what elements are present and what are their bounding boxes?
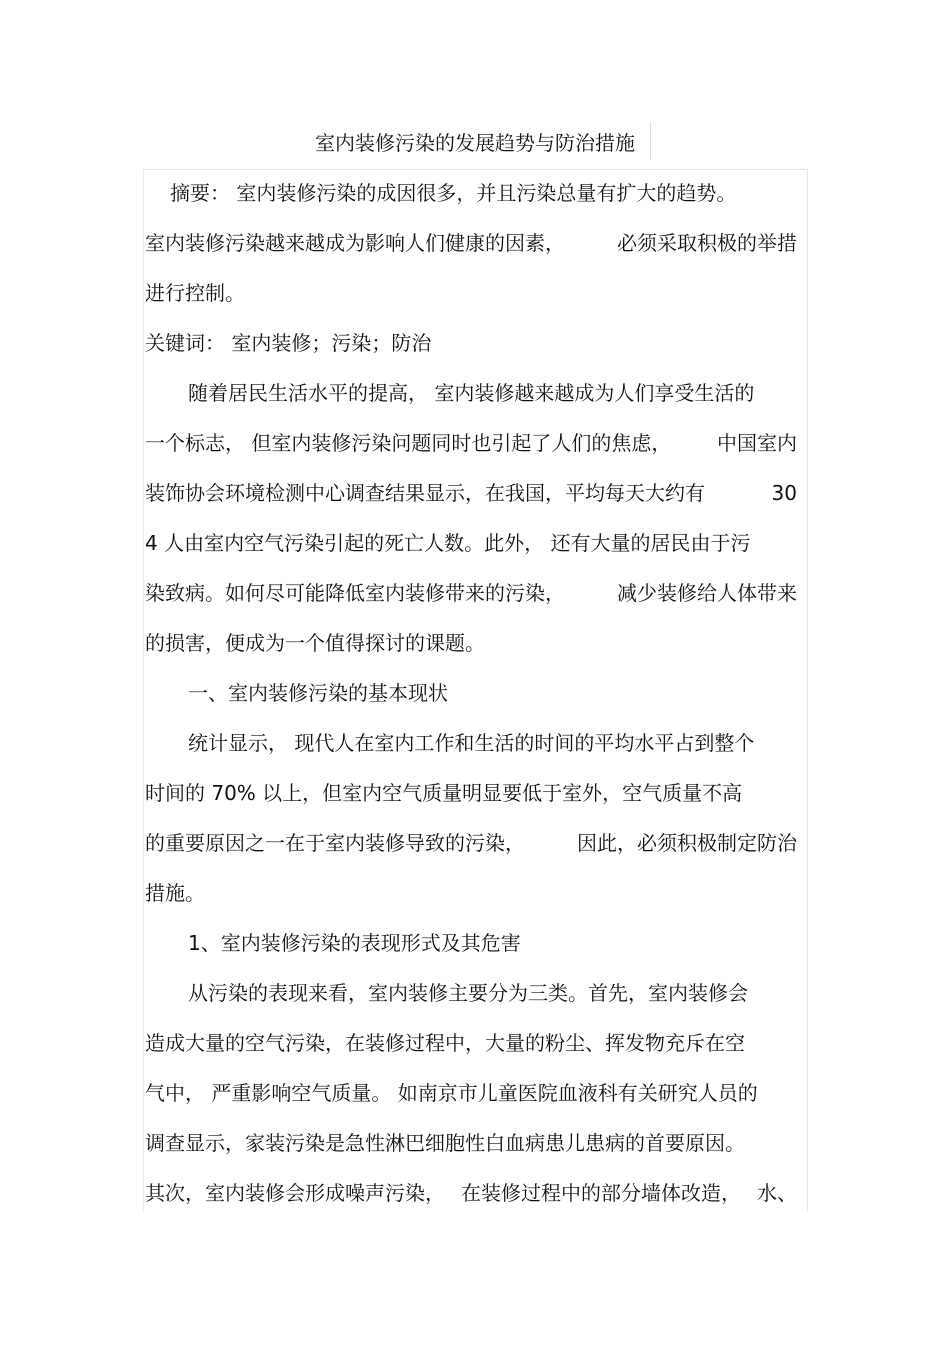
text-segment: 室内装修污染越来越成为影响人们健康的因素， [145,231,565,255]
abstract-line-2 [145,228,797,258]
abstract-line-1: 摘要： 室内装修污染的成因很多，并且污染总量有扩大的趋势。 [170,181,737,205]
body-line: 时间的 70% 以上，但室内空气质量明显要低于室外，空气质量不高 [145,781,743,805]
body-line [145,828,797,858]
text-segment: 一个标志， 但室内装修污染问题同时也引起了人们的焦虑， [145,431,672,455]
text-segment: 30 [771,481,797,505]
body-line: 调查显示，家装污染是急性淋巴细胞性白血病患儿患病的首要原因。 [145,1131,745,1155]
title-divider [650,122,651,160]
text-segment: 必须采取积极的举措 [617,231,797,255]
body-line: 4 人由室内空气污染引起的死亡人数。此外， 还有大量的居民由于污 [145,531,751,555]
text-segment: 装饰协会环境检测中心调查结果显示，在我国，平均每天大约有 [145,481,705,505]
body-line [145,578,797,608]
text-frame-left-border [143,169,144,1211]
body-line: 随着居民生活水平的提高， 室内装修越来越成为人们享受生活的 [188,381,755,405]
text-segment: 的重要原因之一在于室内装修导致的污染， [145,831,525,855]
body-line [145,1178,797,1208]
body-line: 气中， 严重影响空气质量。 如南京市儿童医院血液科有关研究人员的 [145,1081,758,1105]
text-segment: 减少装修给人体带来 [617,581,797,605]
text-segment: 因此，必须积极制定防治 [577,831,797,855]
text-segment: 在装修过程中的部分墙体改造， [461,1181,741,1205]
text-segment: 中国室内 [717,431,797,455]
body-line: 造成大量的空气污染，在装修过程中，大量的粉尘、挥发物充斥在空 [145,1031,745,1055]
body-line [145,428,797,458]
text-segment: 其次，室内装修会形成噪声污染， [145,1181,445,1205]
body-line [145,478,797,508]
text-segment: 水、 [757,1181,797,1205]
text-frame-top-border [143,169,808,170]
body-line: 从污染的表现来看，室内装修主要分为三类。首先，室内装修会 [188,981,748,1005]
body-line: 的损害，便成为一个值得探讨的课题。 [145,631,485,655]
text-segment: 染致病。如何尽可能降低室内装修带来的污染， [145,581,565,605]
subsection-heading: 1、室内装修污染的表现形式及其危害 [188,931,521,955]
section-heading: 一、室内装修污染的基本现状 [188,681,448,705]
text-frame-right-border [807,169,808,1211]
abstract-line-3: 进行控制。 [145,281,245,305]
body-line: 措施。 [145,881,205,905]
page-title: 室内装修污染的发展趋势与防治措施 [315,131,635,155]
keywords-line: 关键词： 室内装修；污染；防治 [145,331,432,355]
body-line: 统计显示， 现代人在室内工作和生活的时间的平均水平占到整个 [188,731,755,755]
